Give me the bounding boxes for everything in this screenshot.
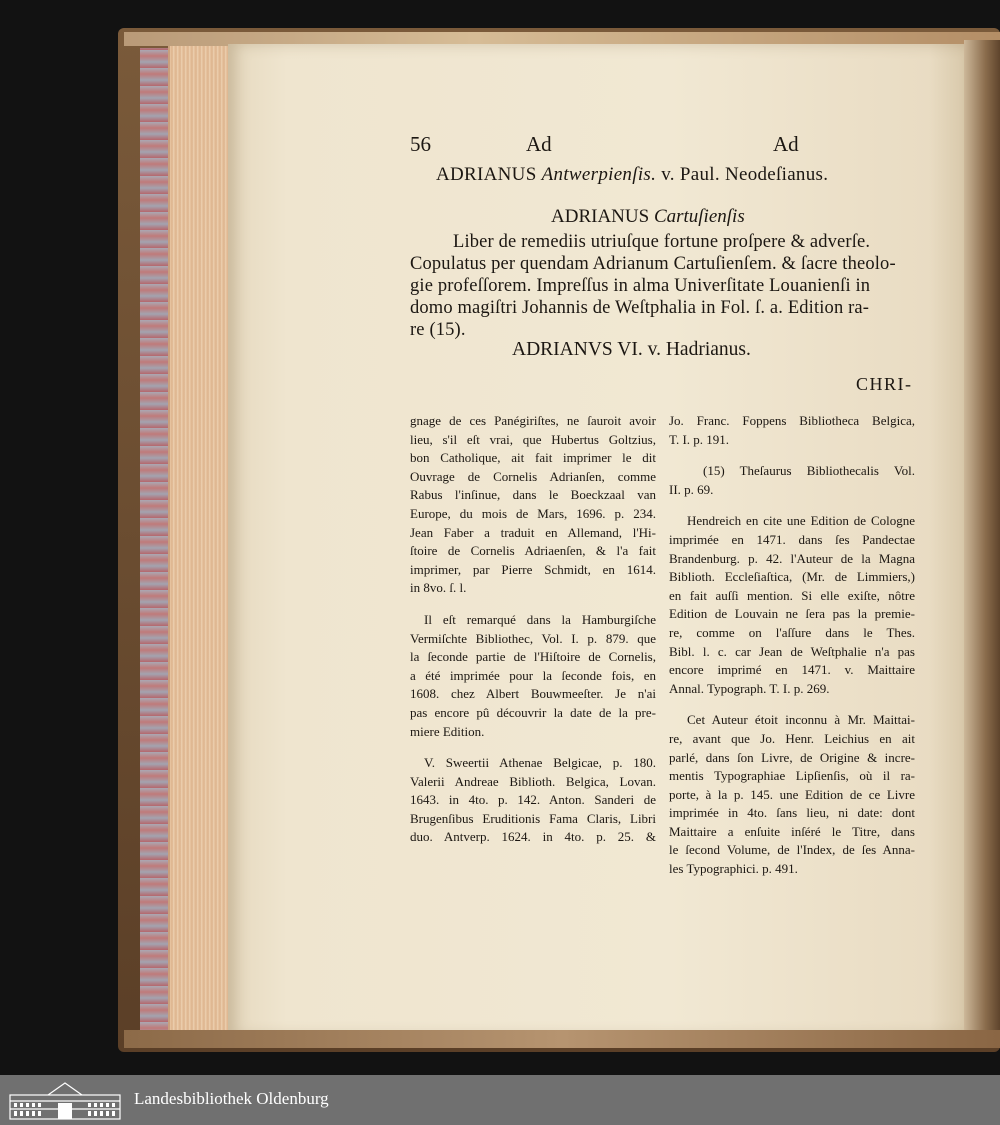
text-line: bon Catholique, ait fait imprimer le dit: [410, 450, 656, 466]
text-line: Valerii Andreae Biblioth. Belgica, Lovan.: [410, 773, 656, 789]
text-line: Biblioth. Eccleſiaſtica, (Mr. de Limmiers,): [669, 569, 915, 585]
library-name: Landesbibliothek Oldenburg: [134, 1089, 329, 1108]
text-line: in 8vo. ſ. l.: [410, 580, 467, 596]
footnote-paragraph: [669, 512, 915, 698]
text-line: re, avant que Jo. Henr. Leichius en ait: [669, 730, 915, 746]
text-line: Rabus l'inſinue, dans le Boeckzaal van: [410, 487, 656, 503]
page-number: 56: [410, 132, 431, 156]
text-line: Annal. Typograph. T. I. p. 269.: [669, 680, 830, 696]
entry-text-line: Copulatus per quendam Adrianum Cartuſienſem. & ſacre theolo-: [410, 254, 896, 274]
right-column-footnotes: [669, 412, 915, 892]
entry-heading-adrianus-vi: ADRIANVS VI. v. Hadrianus.: [512, 339, 751, 360]
text-line: Bibl. l. c. car Jean de Weſtphalie n'a pas: [669, 643, 915, 659]
text-line: T. I. p. 191.: [669, 431, 730, 447]
entry-cross-reference: v. Paul. Neodeſianus.: [661, 164, 829, 185]
entry-heading-cartusiensis: [551, 206, 745, 228]
footnote-paragraph: [669, 412, 915, 449]
text-line: imprimée en 1471. dans ſes Pandectae: [669, 531, 915, 547]
catchword: CHRI-: [856, 374, 913, 394]
entry-name: ADRIANUS: [436, 164, 537, 185]
entry-name: ADRIANUS: [551, 206, 650, 227]
text-line: gnage de ces Panégiriſtes, ne ſauroit avoir: [410, 413, 656, 428]
text-line: Jean Faber a traduit en Allemand, l'Hi-: [410, 524, 656, 540]
text-line: imprimer, par Pierre Schmidt, en 1614.: [410, 561, 656, 577]
text-line: le ſecond Volume, de l'Index, de ſes Anna-: [669, 842, 915, 858]
footnote-paragraph: [410, 754, 656, 847]
text-line: a été imprimée pour la ſeconde fois, en: [410, 667, 656, 683]
text-line: Hendreich en cite une Edition de Cologne: [687, 513, 915, 529]
entry-heading-antwerpiensis: [436, 164, 828, 186]
entry-text-line: Liber de remediis utriuſque fortune proſpere & adverſe.: [453, 232, 871, 252]
text-line: porte, à la p. 145. une Edition de ce Livre: [669, 786, 915, 802]
book-right-edge: [964, 40, 1000, 1040]
text-line: 1643. in 4to. p. 142. Anton. Sanderi de: [410, 792, 656, 808]
entry-epithet: Antwerpienſis.: [541, 164, 657, 185]
running-header-right: Ad: [773, 132, 799, 156]
text-line: Il eſt remarqué dans la Hamburgiſche: [424, 611, 656, 627]
footnote-paragraph: [669, 462, 915, 499]
marbled-page-edge: [140, 48, 170, 1040]
running-header-left: Ad: [526, 132, 552, 156]
text-line: re, comme on l'aſſure dans le Thes.: [669, 624, 915, 640]
text-line: en fait auſſi mention. Si elle exiſte, nôtre: [669, 587, 915, 603]
entry-text-line: re (15).: [410, 320, 466, 340]
footnote-paragraph: [669, 711, 915, 878]
text-line: II. p. 69.: [669, 481, 714, 497]
text-line: imprimée in 4to. ſans lieu, ni date: dont: [669, 805, 915, 821]
footnote-paragraph: [410, 611, 656, 741]
text-line: Cet Auteur étoit inconnu à Mr. Maittai-: [687, 712, 915, 728]
text-line: Edition de Louvain ne ſera pas la premie-: [669, 606, 915, 622]
text-line: ſtoire de Cornelis Adriaenſen, & l'a fait: [410, 543, 656, 559]
text-line: Brandenburg. p. 42. l'Auteur de la Magna: [669, 550, 915, 566]
book-board-bottom: [124, 1030, 1000, 1048]
text-line: mentis Typographiae Lipſienſis, où il ra-: [669, 768, 915, 784]
text-line: parlé, dans ſon Livre, de Origine & incre-: [669, 749, 915, 765]
text-line: Jo. Franc. Foppens Bibliotheca Belgica,: [669, 413, 915, 428]
text-line: les Typographici. p. 491.: [669, 861, 798, 877]
footer-bar: [0, 1075, 1000, 1125]
entry-epithet: Cartuſienſis: [653, 206, 745, 227]
footnote-paragraph: [410, 412, 656, 598]
page-block-edges: [168, 46, 232, 1036]
library-building-icon: [8, 1079, 122, 1121]
text-line: Brugenſibus Eruditionis Fama Claris, Libri: [410, 810, 656, 826]
text-line: V. Sweertii Athenae Belgicae, p. 180.: [424, 755, 656, 771]
text-line: encore imprimé en 1471. v. Maittaire: [669, 662, 915, 678]
text-line: (15) Theſaurus Bibliothecalis Vol.: [703, 463, 915, 479]
entry-text-line: domo magiſtri Johannis de Weſtphalia in Fol. ſ. a. Edition ra-: [410, 298, 870, 318]
text-line: Ouvrage de Cornelis Adrianſen, comme: [410, 468, 656, 484]
text-line: duo. Antverp. 1624. in 4to. p. 25. &: [410, 829, 656, 845]
text-line: pas encore pû découvrir la date de la pre-: [410, 704, 656, 720]
text-line: Maittaire a enſuite inſéré le Titre, dans: [669, 823, 915, 839]
text-line: 1608. chez Albert Bouwmeeſter. Je n'ai: [410, 686, 656, 702]
text-line: la ſeconde partie de l'Hiſtoire de Cornelis,: [410, 649, 656, 665]
entry-text-line: gie profeſſorem. Impreſſus in alma Univerſitate Louanienſi in: [410, 276, 871, 296]
left-column-footnotes: [410, 412, 656, 860]
text-line: Vermiſchte Bibliothec, Vol. I. p. 879. que: [410, 630, 656, 646]
text-line: Europe, du mois de Mars, 1696. p. 234.: [410, 505, 656, 521]
text-line: miere Edition.: [410, 723, 485, 739]
text-line: lieu, s'il eſt vrai, que Hubertus Goltzius,: [410, 431, 656, 447]
